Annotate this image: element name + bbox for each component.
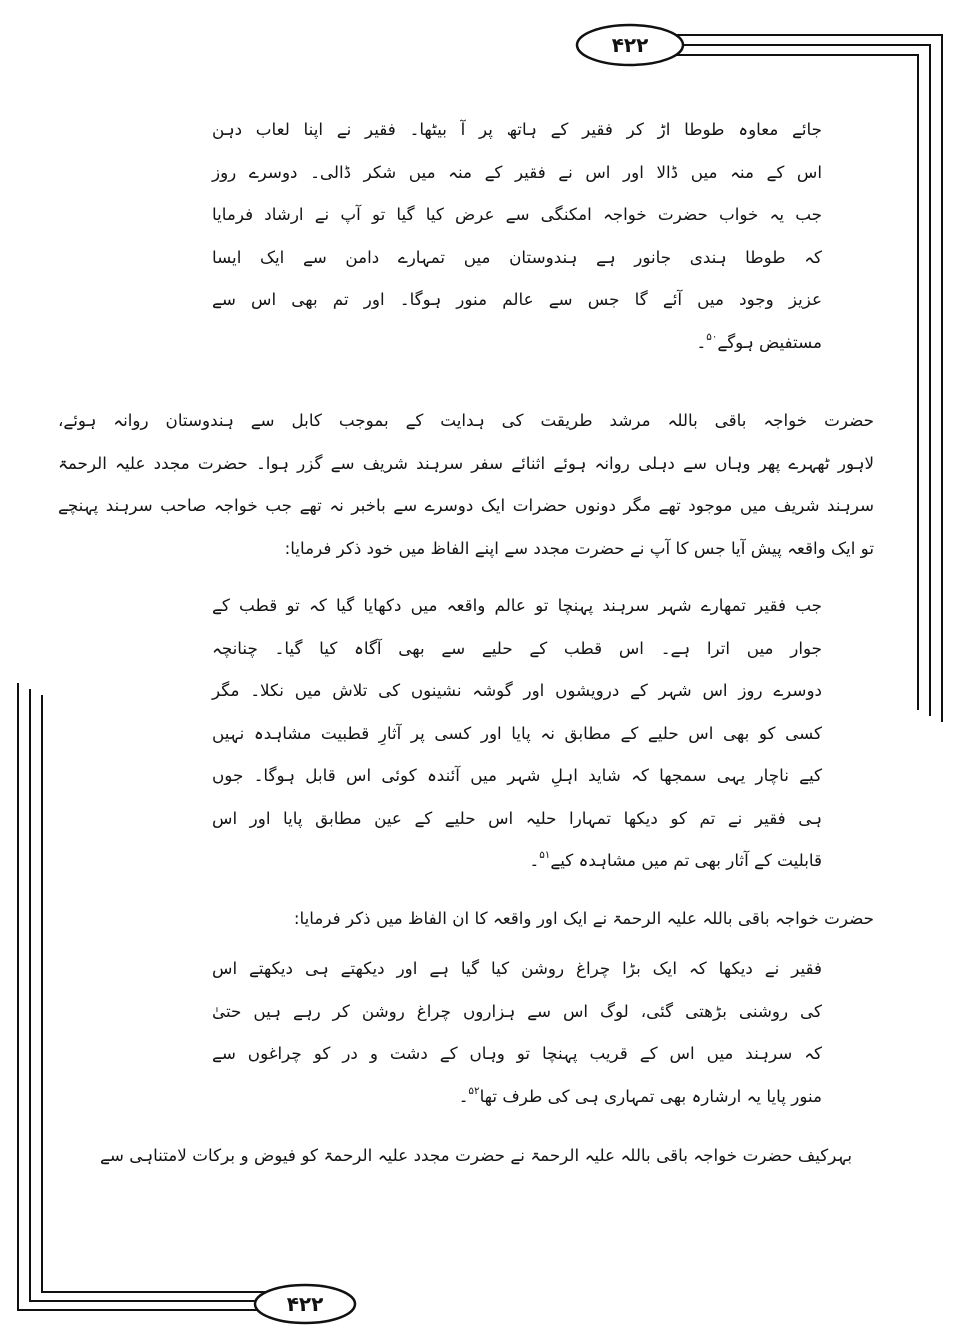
text-line: بہرکیف حضرت خواجہ باقی باللہ علیہ الرحمۃ نے حضرت مجدد علیہ الرحمۃ کو فیوض و برکات لامتناہی سے	[100, 1145, 852, 1165]
footnote-reference: ۵۲	[468, 1084, 480, 1097]
quoted-lamp-passage	[212, 947, 822, 1117]
full-stop: ۔	[696, 331, 707, 352]
text-line-last	[212, 321, 822, 364]
full-stop: ۔	[458, 1085, 469, 1106]
text-line: دوسرے روز اس شہر کے درویشوں اور گوشہ نشینوں کی تلاش میں نکلا۔ مگر	[212, 680, 822, 700]
text-line: جب فقیر تمھارے شہر سرہند پہنچا تو عالم واقعہ میں دکھایا گیا کہ تو قطب کے	[212, 595, 822, 615]
text-line: جب یہ خواب حضرت خواجہ امکنگی سے عرض کیا گیا تو آپ نے ارشاد فرمایا	[212, 204, 822, 224]
narrative-paragraph-journey	[58, 399, 874, 569]
text-line: عزیز وجود میں آئے گا جس سے عالم منور ہوگا۔ اور تم بھی اس سے	[212, 289, 822, 309]
text-line: لاہور ٹھہرے پھر وہاں سے دہلی روانہ ہوئے اثنائے سفر سرہند شریف سے گزر ہوا۔ حضرت مجدد علیہ الرحمۃ	[58, 452, 874, 473]
text-line: سرہند شریف میں موجود تھے مگر دونوں حضرات ایک دوسرے سے باخبر نہ تھے جب خواجہ صاحب سرہند پہنچے	[58, 495, 874, 515]
narrative-paragraph-closing	[100, 1134, 852, 1177]
text-line: حضرت خواجہ باقی باللہ مرشد طریقت کی ہدایت کے بموجب کابل سے ہندوستان روانہ ہوئے،	[58, 410, 874, 430]
line-text: مستفیض ہوگے	[717, 331, 822, 352]
text-line-last: تو ایک واقعہ پیش آیا جس کا آپ نے حضرت مجدد سے اپنے الفاظ میں خود ذکر فرمایا:	[284, 537, 874, 558]
text-line: حضرت خواجہ باقی باللہ علیہ الرحمۃ نے ایک اور واقعہ کا ان الفاظ میں ذکر فرمایا:	[293, 908, 874, 928]
text-line: اس کے منہ میں ڈالا اور اس نے فقیر کے منہ میں شکر ڈالی۔ دوسرے روز	[212, 161, 822, 182]
text-line: کی روشنی بڑھتی گئی، لوگ اس سے ہزاروں چراغ روشن کر رہے ہیں حتیٰ	[212, 1000, 822, 1021]
line-text: منور پایا یہ ارشارہ بھی تمہاری ہی کی طرف تھا	[479, 1085, 822, 1106]
full-stop: ۔	[529, 850, 540, 870]
narrative-paragraph-intro	[58, 897, 874, 940]
text-line-last	[212, 1075, 822, 1118]
text-line-last	[212, 839, 822, 882]
text-line: کسی کو بھی اس حلیے کے مطابق نہ پایا اور کسی پر آثارِ قطبیت مشاہدہ نہیں	[212, 722, 822, 743]
quoted-qutb-passage	[212, 584, 822, 882]
text-line: جوار میں اترا ہے۔ اس قطب کے حلیے سے بھی آگاہ کیا گیا۔ چنانچہ	[212, 637, 822, 658]
text-line: کیے ناچار یہی سمجھا کہ شاید اہلِ شہر میں آئندہ کوئی اس قابل ہوگا۔ جوں	[212, 765, 822, 785]
text-line: ہی فقیر نے تم کو دیکھا تمہارا حلیہ اس حلیے کے عین مطابق پایا اور اس	[212, 807, 822, 828]
text-line: کہ سرہند میں اس کے قریب پہنچا تو وہاں کے دشت و در کو چراغوں سے	[212, 1043, 822, 1063]
text-line: فقیر نے دیکھا کہ ایک بڑا چراغ روشن کیا گیا ہے اور دیکھتے ہی دیکھتے اس	[212, 958, 822, 978]
line-text: قابلیت کے آثار بھی تم میں مشاہدہ کیے	[550, 850, 822, 870]
footnote-reference: ۵۱	[539, 849, 551, 862]
page-number-top: ۴۲۲	[611, 33, 649, 57]
quoted-dream-passage	[212, 108, 822, 363]
footnote-reference: ۵۰	[706, 330, 718, 343]
page-number-bottom: ۴۲۲	[286, 1292, 324, 1316]
text-line: کہ طوطا ہندی جانور ہے ہندوستان میں تمہارے دامن سے ایک ایسا	[212, 246, 822, 267]
text-line: جائے معاوہ طوطا اڑ کر فقیر کے ہاتھ پر آ بیٹھا۔ فقیر نے اپنا لعاب دہن	[212, 119, 822, 139]
